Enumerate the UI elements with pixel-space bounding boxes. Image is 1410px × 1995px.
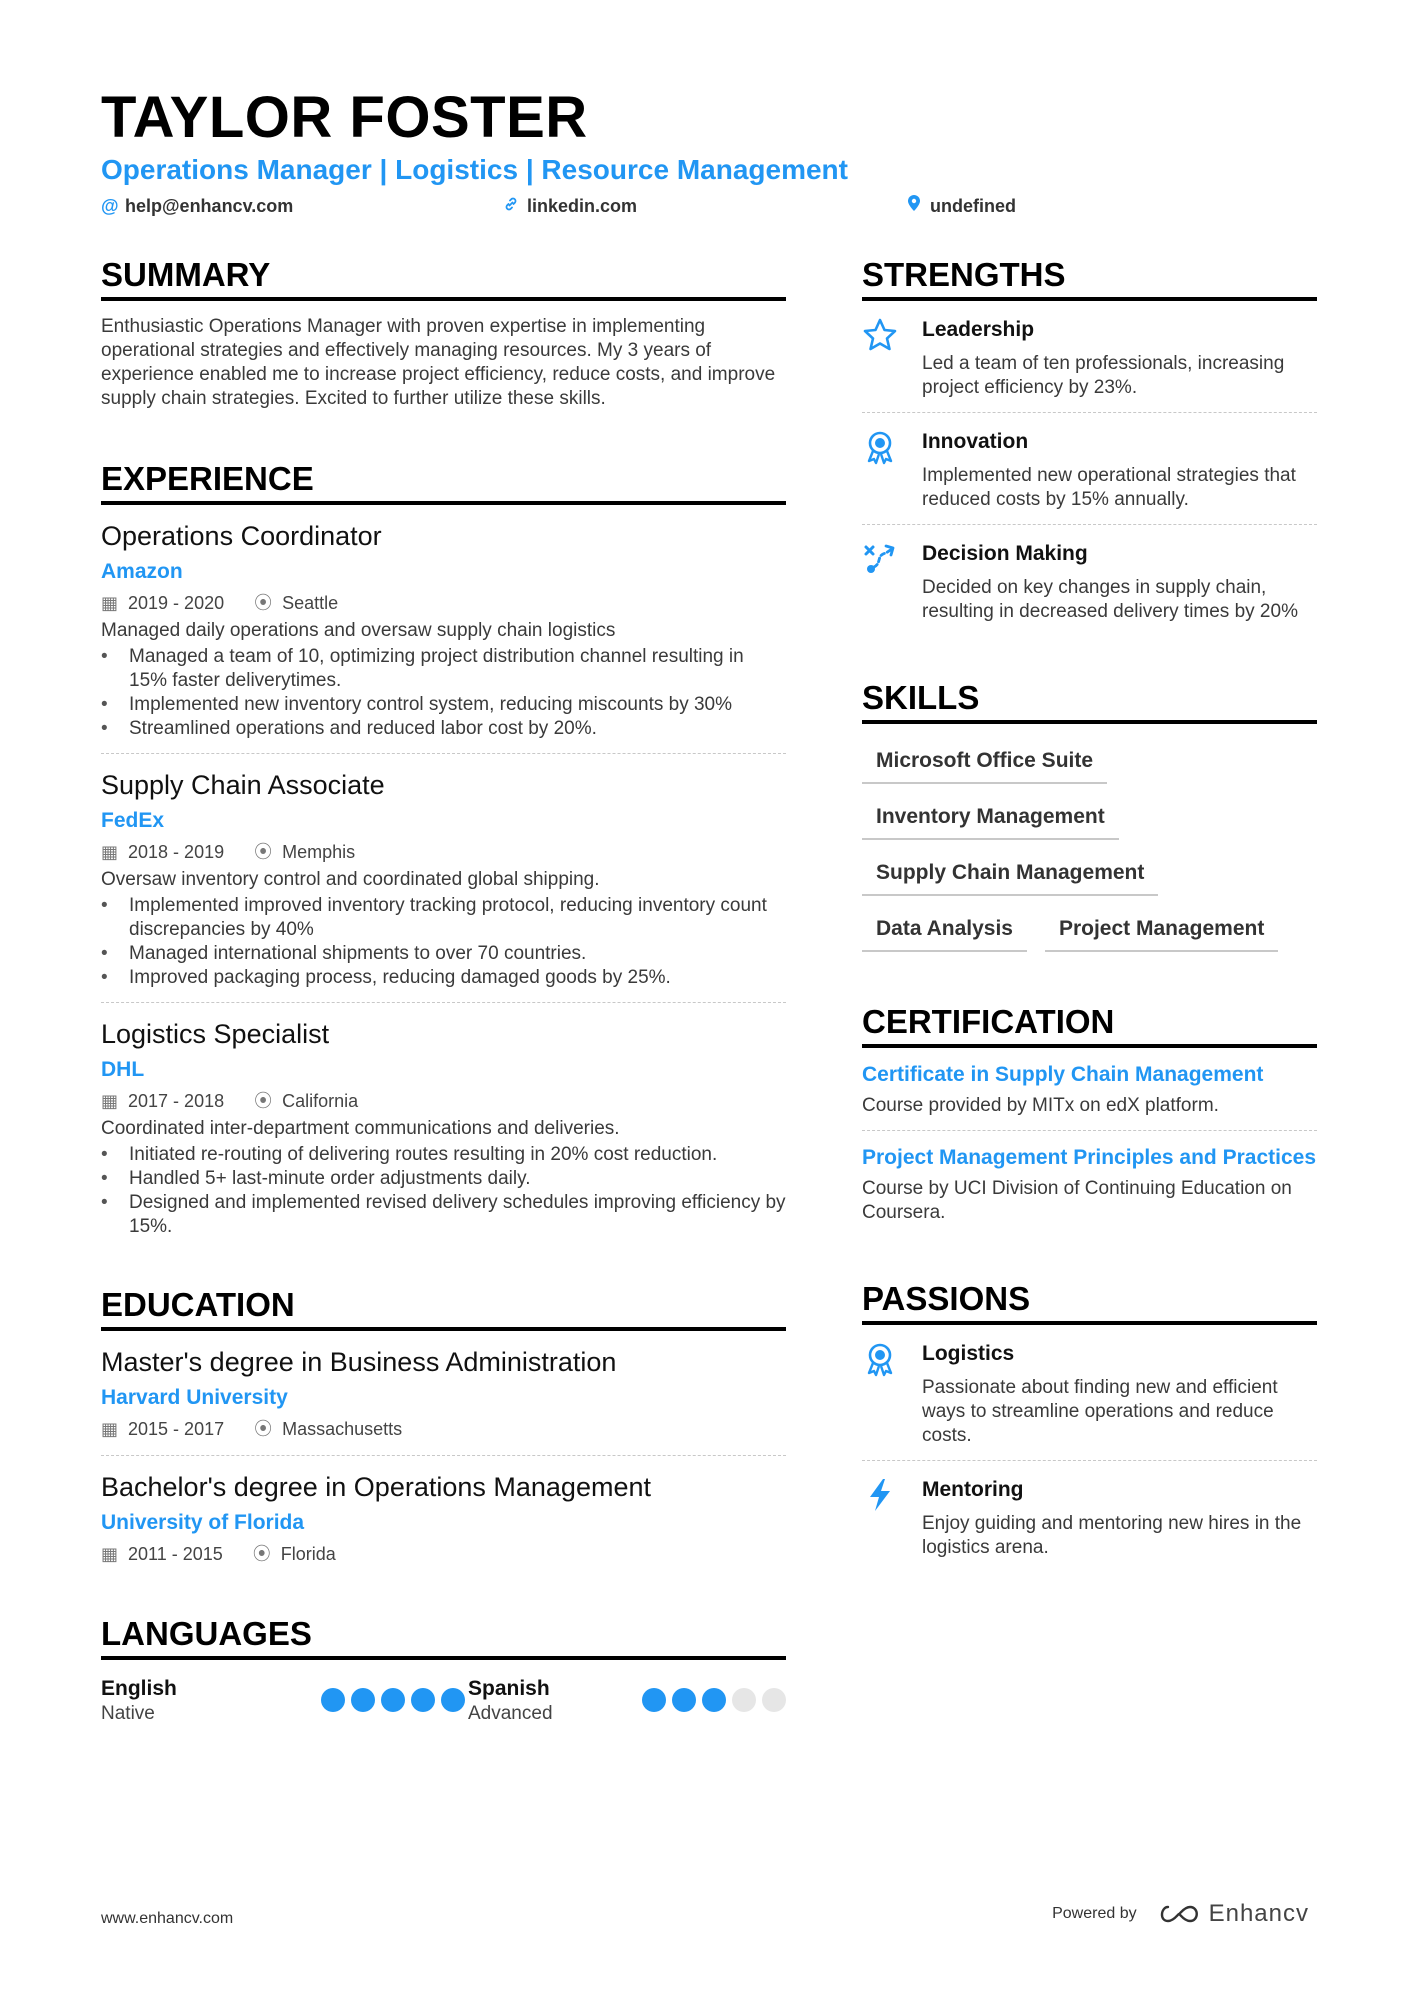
calendar-icon: ▦ (101, 1419, 119, 1439)
contact-email-text: help@enhancv.com (125, 196, 294, 216)
skill-tag: Microsoft Office Suite (862, 736, 1107, 784)
job-location: California (282, 1091, 359, 1111)
education-section (101, 1285, 786, 1580)
job-company: DHL (101, 1058, 145, 1081)
language-level: Advanced (468, 1703, 553, 1724)
contact-location-text: undefined (930, 196, 1016, 216)
skill-tag: Supply Chain Management (862, 848, 1158, 896)
education-location: Florida (280, 1544, 336, 1564)
education-meta (101, 1540, 786, 1568)
rating-dot-filled (672, 1688, 696, 1712)
passion-description: Passionate about finding new and efficient ways to streamline operations and reduce costs. (922, 1377, 1278, 1446)
brand-name: Enhancv (1208, 1900, 1309, 1927)
passion-description: Enjoy guiding and mentoring new hires in the logistics arena. (922, 1513, 1302, 1558)
location-pin-icon: ⦿ (254, 1091, 273, 1111)
footer-branding (1052, 1900, 1309, 1928)
certification-item (862, 1131, 1317, 1237)
job-bullets (101, 645, 786, 741)
strength-item (862, 301, 1317, 413)
experience-item (101, 505, 786, 754)
rating-dot-filled (381, 1688, 405, 1712)
candidate-name: TAYLOR FOSTER (101, 85, 588, 150)
experience-heading: EXPERIENCE (101, 459, 786, 505)
contact-linkedin[interactable] (503, 192, 637, 220)
brand-logo[interactable] (1157, 1900, 1309, 1928)
strengths-heading: STRENGTHS (862, 255, 1317, 301)
job-bullet: • Designed and implemented revised delivery schedules improving efficiency by 15%. (101, 1191, 786, 1239)
job-meta (101, 1087, 786, 1115)
education-heading: EDUCATION (101, 1285, 786, 1331)
rating-dot-filled (702, 1688, 726, 1712)
at-icon: @ (101, 196, 119, 216)
education-item (101, 1456, 786, 1580)
experience-section (101, 459, 786, 1251)
language-name: Spanish (468, 1677, 550, 1700)
job-meta (101, 838, 786, 866)
rating-dot-empty (762, 1688, 786, 1712)
languages-row (101, 1676, 786, 1726)
certification-title: Certificate in Supply Chain Management (862, 1063, 1264, 1086)
languages-section (101, 1614, 786, 1726)
job-dates: 2018 - 2019 (128, 842, 225, 862)
job-description: Oversaw inventory control and coordinated global shipping. (101, 869, 600, 890)
certification-heading: CERTIFICATION (862, 1002, 1317, 1048)
award-ribbon-icon (862, 1341, 922, 1448)
location-pin-icon: ⦿ (254, 593, 273, 613)
skills-heading: SKILLS (862, 678, 1317, 724)
calendar-icon: ▦ (101, 842, 119, 862)
certification-title: Project Management Principles and Practices (862, 1146, 1317, 1169)
left-column (101, 255, 786, 1726)
calendar-icon: ▦ (101, 1091, 119, 1111)
language-level: Native (101, 1703, 155, 1724)
job-bullets (101, 1143, 786, 1239)
job-bullet: • Improved packaging process, reducing damaged goods by 25%. (101, 966, 786, 990)
strength-description: Implemented new operational strategies that reduced costs by 15% annually. (922, 465, 1296, 510)
route-decision-icon (862, 541, 922, 624)
summary-text: Enthusiastic Operations Manager with proven expertise in implementing operational strategies and effectively managing resources. My 3 years of experience enabled me to increase project efficiency, reduce costs, and improve supply chain strategies. Excited to further utilize these skills. (101, 316, 776, 409)
education-location: Massachusetts (282, 1419, 403, 1439)
rating-dot-filled (441, 1688, 465, 1712)
link-icon (503, 192, 519, 220)
job-bullet: • Initiated re-routing of delivering routes resulting in 20% cost reduction. (101, 1143, 786, 1167)
job-description: Coordinated inter-department communications and deliveries. (101, 1118, 620, 1139)
strength-description: Led a team of ten professionals, increasing project efficiency by 23%. (922, 353, 1285, 398)
passion-title: Logistics (922, 1342, 1015, 1365)
right-column (862, 255, 1317, 1572)
skills-list (862, 736, 1317, 960)
calendar-icon: ▦ (101, 1544, 119, 1564)
certification-section (862, 1002, 1317, 1237)
experience-item (101, 1003, 786, 1251)
education-meta (101, 1415, 786, 1443)
strengths-section (862, 255, 1317, 636)
contact-bar (101, 192, 1321, 220)
job-role: Operations Coordinator (101, 521, 382, 551)
passion-item (862, 1325, 1317, 1461)
job-bullets (101, 894, 786, 990)
location-pin-icon (906, 192, 922, 220)
job-bullet: • Managed a team of 10, optimizing project distribution channel resulting in 15% faster deliverytimes. (101, 645, 786, 693)
rating-dot-filled (321, 1688, 345, 1712)
rating-dot-filled (642, 1688, 666, 1712)
award-ribbon-icon (862, 429, 922, 512)
certification-description: Course by UCI Division of Continuing Education on Coursera. (862, 1178, 1292, 1223)
skill-tag: Project Management (1045, 904, 1278, 952)
passion-title: Mentoring (922, 1478, 1024, 1501)
certification-description: Course provided by MITx on edX platform. (862, 1095, 1219, 1116)
job-location: Memphis (282, 842, 356, 862)
contact-linkedin-text: linkedin.com (527, 196, 638, 216)
skill-tag: Inventory Management (862, 792, 1119, 840)
job-description: Managed daily operations and oversaw supply chain logistics (101, 620, 616, 641)
powered-by-label: Powered by (1052, 1905, 1137, 1922)
degree-title: Master's degree in Business Administration (101, 1347, 617, 1377)
education-dates: 2011 - 2015 (128, 1544, 223, 1564)
job-bullet: • Implemented improved inventory tracking protocol, reducing inventory count discrepancies by 40% (101, 894, 786, 942)
language-rating (321, 1688, 465, 1712)
strength-title: Decision Making (922, 542, 1088, 565)
job-meta (101, 589, 786, 617)
language-item (468, 1676, 786, 1726)
education-item (101, 1331, 786, 1456)
strength-item (862, 413, 1317, 525)
candidate-title: Operations Manager | Logistics | Resource Management (101, 154, 848, 185)
job-dates: 2017 - 2018 (128, 1091, 225, 1111)
job-bullet: • Implemented new inventory control system, reducing miscounts by 30% (101, 693, 786, 717)
footer-website[interactable]: www.enhancv.com (101, 1910, 234, 1927)
job-company: Amazon (101, 560, 183, 583)
location-pin-icon: ⦿ (254, 842, 273, 862)
education-dates: 2015 - 2017 (128, 1419, 225, 1439)
language-item (101, 1676, 468, 1726)
location-pin-icon: ⦿ (254, 1419, 273, 1439)
degree-title: Bachelor's degree in Operations Management (101, 1472, 651, 1502)
passions-heading: PASSIONS (862, 1279, 1317, 1325)
strength-title: Leadership (922, 318, 1035, 341)
strength-description: Decided on key changes in supply chain, resulting in decreased delivery times by 20% (922, 577, 1298, 622)
job-dates: 2019 - 2020 (128, 593, 225, 613)
lightning-bolt-icon (862, 1477, 922, 1560)
rating-dot-filled (411, 1688, 435, 1712)
language-rating (642, 1688, 786, 1712)
summary-section (101, 255, 786, 411)
job-bullet: • Handled 5+ last-minute order adjustments daily. (101, 1167, 786, 1191)
school-name: University of Florida (101, 1511, 305, 1534)
job-role: Supply Chain Associate (101, 770, 385, 800)
job-location: Seattle (282, 593, 339, 613)
location-pin-icon: ⦿ (252, 1544, 271, 1564)
passions-section (862, 1279, 1317, 1572)
passion-item (862, 1461, 1317, 1572)
language-name: English (101, 1677, 177, 1700)
contact-email[interactable] (101, 192, 293, 220)
rating-dot-filled (351, 1688, 375, 1712)
job-bullet: • Managed international shipments to over 70 countries. (101, 942, 786, 966)
star-icon (862, 317, 922, 400)
infinity-logo-icon (1157, 1903, 1201, 1925)
certification-item (862, 1048, 1317, 1131)
job-bullet: • Streamlined operations and reduced labor cost by 20%. (101, 717, 786, 741)
skills-section (862, 678, 1317, 960)
experience-item (101, 754, 786, 1003)
summary-heading: SUMMARY (101, 255, 786, 301)
languages-heading: LANGUAGES (101, 1614, 786, 1660)
school-name: Harvard University (101, 1386, 288, 1409)
strength-item (862, 525, 1317, 636)
strength-title: Innovation (922, 430, 1029, 453)
rating-dot-empty (732, 1688, 756, 1712)
skill-tag: Data Analysis (862, 904, 1027, 952)
job-company: FedEx (101, 809, 165, 832)
job-role: Logistics Specialist (101, 1019, 330, 1049)
contact-location (906, 192, 1016, 220)
calendar-icon: ▦ (101, 593, 119, 613)
